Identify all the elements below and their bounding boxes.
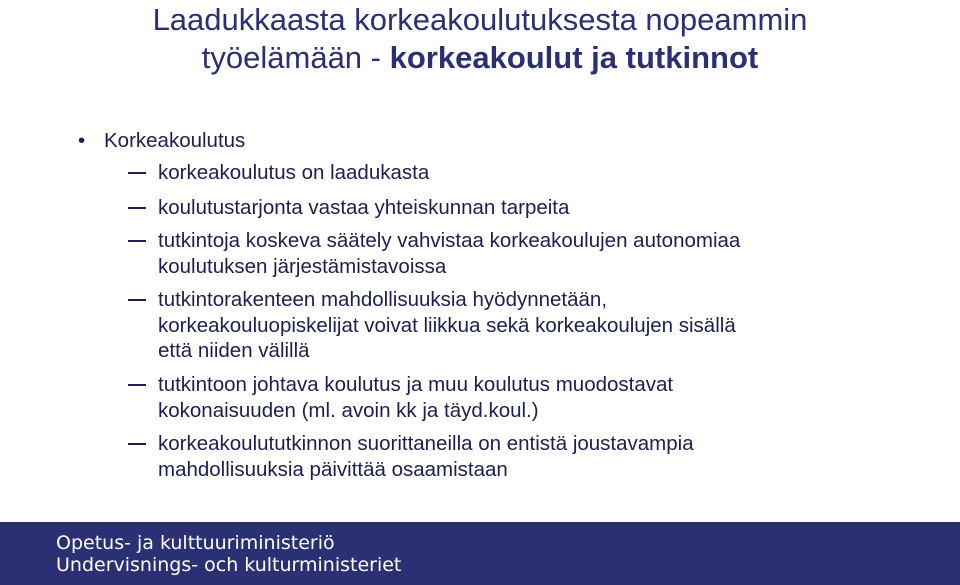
title-line-2 bbox=[0, 39, 960, 77]
sub-bullet-text: tutkintorakenteen mahdollisuuksia hyödynnetään, korkeakouluopiskelijat voivat liikkua sekä korkeakoulujen sisällä että niiden välillä bbox=[158, 288, 736, 362]
sub-bullet-text: korkeakoulutus on laadukasta bbox=[158, 161, 430, 184]
bullet-korkeakoulutus bbox=[78, 128, 245, 154]
dash-icon bbox=[128, 240, 146, 242]
title-line-1: Laadukkaasta korkeakoulutuksesta nopeammin bbox=[152, 2, 808, 37]
sub-bullet-text: koulutustarjonta vastaa yhteiskunnan tarpeita bbox=[158, 196, 570, 219]
dash-icon bbox=[128, 443, 146, 445]
bullet-label: Korkeakoulutus bbox=[104, 129, 246, 152]
footer-bar bbox=[0, 522, 960, 585]
ministry-name-finnish: Opetus- ja kulttuuriministeriö bbox=[56, 532, 335, 554]
dash-icon bbox=[128, 299, 146, 301]
dash-icon bbox=[128, 172, 146, 174]
sub-bullet-text: korkeakoulututkinnon suorittaneilla on entistä joustavampia mahdollisuuksia päivittää osaamistaan bbox=[158, 432, 694, 481]
dash-icon bbox=[128, 207, 146, 209]
title-line-2-regular: työelämään - bbox=[201, 40, 390, 75]
slide-title bbox=[0, 0, 960, 77]
ministry-logo-text bbox=[56, 532, 401, 576]
sub-bullet-text: tutkintoon johtava koulutus ja muu koulutus muodostavat kokonaisuuden (ml. avoin kk ja täyd.koul.) bbox=[158, 373, 674, 422]
sub-bullet-text: tutkintoja koskeva säätely vahvistaa korkeakoulujen autonomiaa koulutuksen järjestämistavoissa bbox=[158, 229, 741, 278]
ministry-name-swedish: Undervisnings- och kulturministeriet bbox=[56, 554, 402, 576]
dash-icon bbox=[128, 384, 146, 386]
bullet-dot-icon: • bbox=[78, 129, 86, 152]
title-line-2-bold: korkeakoulut ja tutkinnot bbox=[389, 40, 759, 75]
